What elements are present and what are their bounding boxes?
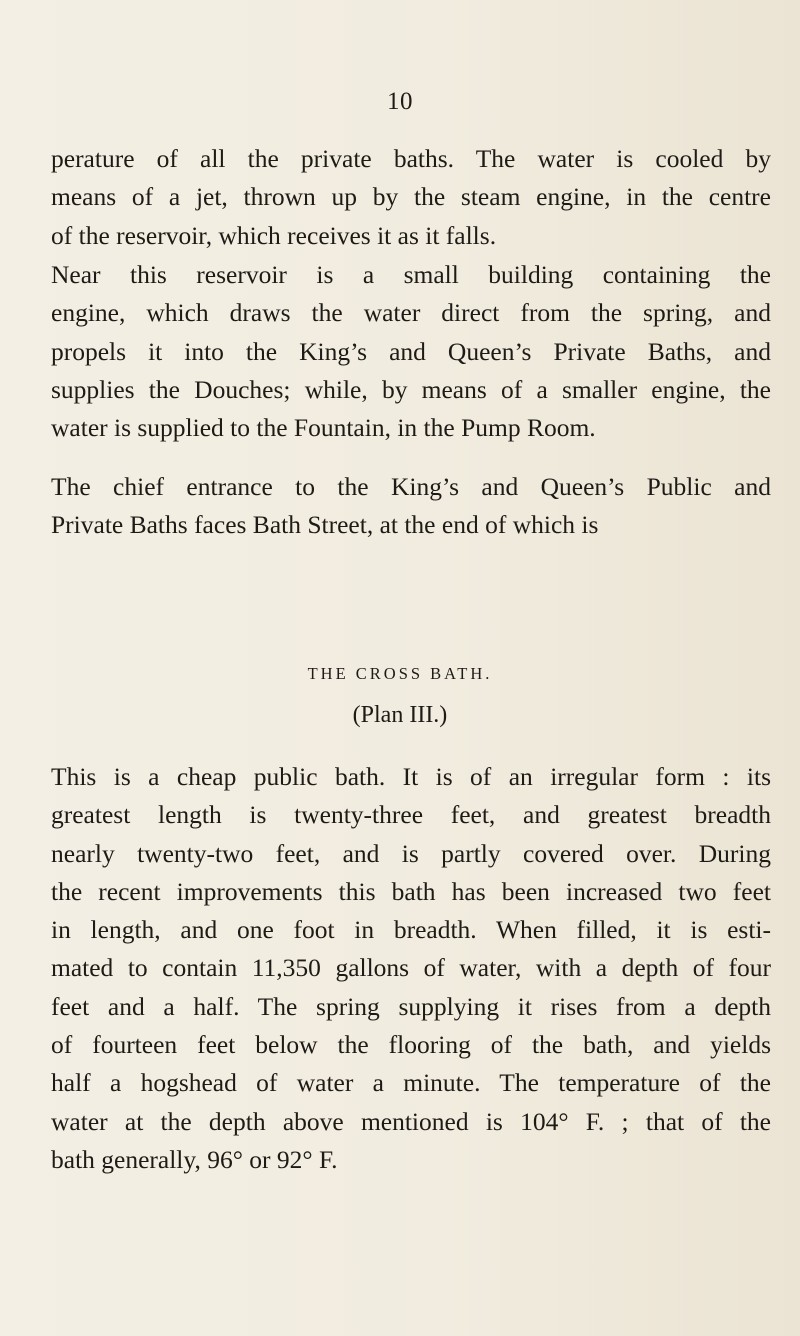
text-line: mated to contain 11,350 gallons of water, with a depth of four [51, 953, 771, 983]
text-line: of fourteen feet below the flooring of the bath, and yields [51, 1030, 771, 1060]
text-line: nearly twenty-two feet, and is partly covered over. During [51, 838, 771, 868]
paragraph-cross-bath [51, 758, 771, 1179]
text-line: Private Baths faces Bath Street, at the end of which is [51, 510, 599, 540]
text-line: half a hogshead of water a minute. The temperature of the [51, 1068, 771, 1098]
text-line: perature of all the private baths. The water is cooled by [51, 144, 771, 173]
text-line: bath generally, 96° or 92° F. [51, 1144, 338, 1174]
text-line: of the reservoir, which receives it as it falls. [51, 220, 497, 250]
text-line: water at the depth above mentioned is 104° F. ; that of the [51, 1106, 771, 1136]
text-line: This is a cheap public bath. It is of an irregular form : its [51, 762, 771, 791]
text-line: in length, and one foot in breadth. When filled, it is esti- [51, 915, 771, 945]
text-line: means of a jet, thrown up by the steam engine, in the centre [51, 182, 771, 212]
paragraph-water-cooling [51, 140, 771, 255]
section-heading: THE CROSS BATH. [307, 664, 493, 683]
text-line: supplies the Douches; while, by means of a smaller engine, the [51, 374, 771, 404]
text-line: The chief entrance to the King’s and Queen’s Public and [51, 472, 771, 501]
text-line: feet and a half. The spring supplying it rises from a depth [51, 991, 771, 1021]
text-line: Near this reservoir is a small building containing the [51, 260, 771, 289]
page-number: 10 [387, 88, 413, 115]
section-subheading: (Plan III.) [352, 702, 448, 728]
paragraph-chief-entrance [51, 468, 771, 545]
text-line: the recent improvements this bath has been increased two feet [51, 876, 771, 906]
text-line: engine, which draws the water direct from the spring, and [51, 298, 771, 328]
text-line: propels it into the King’s and Queen’s Private Baths, and [51, 336, 771, 366]
text-line: greatest length is twenty-three feet, and greatest breadth [51, 800, 771, 830]
paragraph-engine-building [51, 256, 771, 447]
text-line: water is supplied to the Fountain, in the Pump Room. [51, 413, 596, 443]
